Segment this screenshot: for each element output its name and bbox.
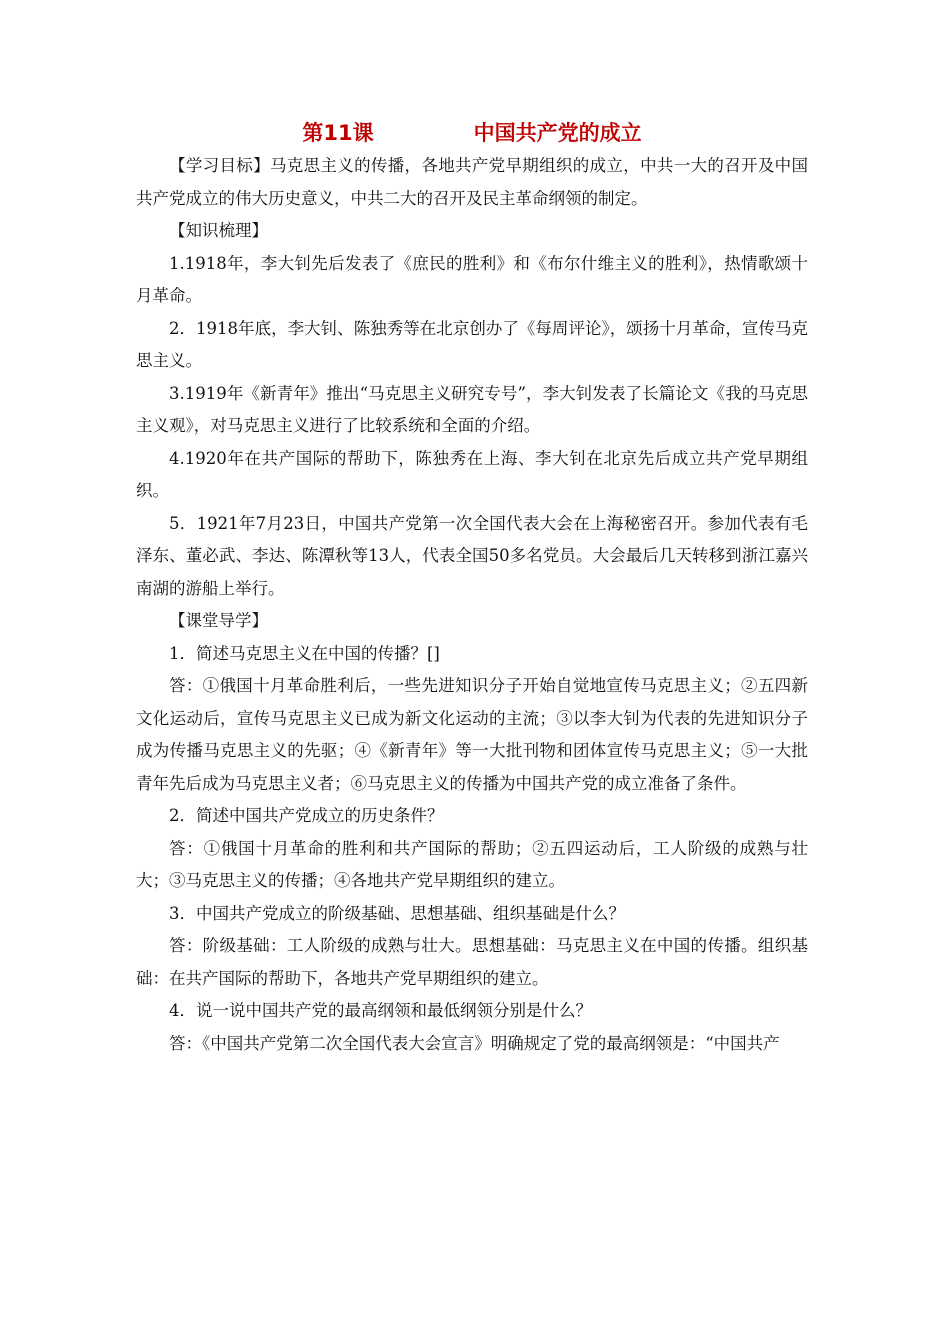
lesson-number: 第11课 xyxy=(302,121,374,145)
question-3: 3．中国共产党成立的阶级基础、思想基础、组织基础是什么？ xyxy=(169,903,625,923)
knowledge-heading: 【知识梳理】 xyxy=(169,221,268,240)
question-2: 2．简述中国共产党成立的历史条件？ xyxy=(169,806,444,825)
lesson-name: 中国共产党的成立 xyxy=(473,121,642,145)
answer-4: 答：《中国共产党第二次全国代表大会宣言》明确规定了党的最高纲领是：“中国共产 xyxy=(169,1033,780,1053)
knowledge-item-1: 1.1918年，李大钊先后发表了《庶民的胜利》和《布尔什维主义的胜利》，热情歌颂十月革命。 xyxy=(136,253,808,305)
page-title xyxy=(136,118,808,150)
question-4: 4．说一说中国共产党的最高纲领和最低纲领分别是什么？ xyxy=(169,1001,592,1020)
question-1: 1．简述马克思主义在中国的传播？[] xyxy=(169,643,440,663)
knowledge-item-3: 3.1919年《新青年》推出“马克思主义研究专号”，李大钊发表了长篇论文《我的马克思主义观》，对马克思主义进行了比较系统和全面的介绍。 xyxy=(136,383,808,435)
classroom-heading: 【课堂导学】 xyxy=(169,611,268,630)
knowledge-item-5: 5．1921年7月23日，中国共产党第一次全国代表大会在上海秘密召开。参加代表有毛泽东、董必武、李达、陈潭秋等13人，代表全国50多名党员。大会最后几天转移到浙江嘉兴南湖的游船上举行。 xyxy=(136,513,808,598)
answer-2: 答：①俄国十月革命的胜利和共产国际的帮助；②五四运动后，工人阶级的成熟与壮大；③马克思主义的传播；④各地共产党早期组织的建立。 xyxy=(136,838,808,890)
knowledge-item-4: 4.1920年在共产国际的帮助下，陈独秀在上海、李大钊在北京先后成立共产党早期组织。 xyxy=(136,448,808,500)
knowledge-item-2: 2．1918年底，李大钊、陈独秀等在北京创办了《每周评论》，颂扬十月革命，宣传马克思主义。 xyxy=(136,318,808,370)
answer-1: 答：①俄国十月革命胜利后，一些先进知识分子开始自觉地宣传马克思主义；②五四新文化运动后，宣传马克思主义已成为新文化运动的主流；③以李大钊为代表的先进知识分子成为传播马克思主义的先驱；④《新青年》等一大批刊物和团体宣传马克思主义；⑤一大批青年先后成为马克思主义者；⑥马克思主义的传播为中国共产党的成立准备了条件。 xyxy=(136,676,808,793)
learning-objectives: 【学习目标】马克思主义的传播，各地共产党早期组织的成立，中共一大的召开及中国共产党成立的伟大历史意义，中共二大的召开及民主革命纲领的制定。 xyxy=(136,156,808,208)
document-page xyxy=(136,118,808,1060)
answer-3: 答：阶级基础：工人阶级的成熟与壮大。思想基础：马克思主义在中国的传播。组织基础：在共产国际的帮助下，各地共产党早期组织的建立。 xyxy=(136,936,808,988)
